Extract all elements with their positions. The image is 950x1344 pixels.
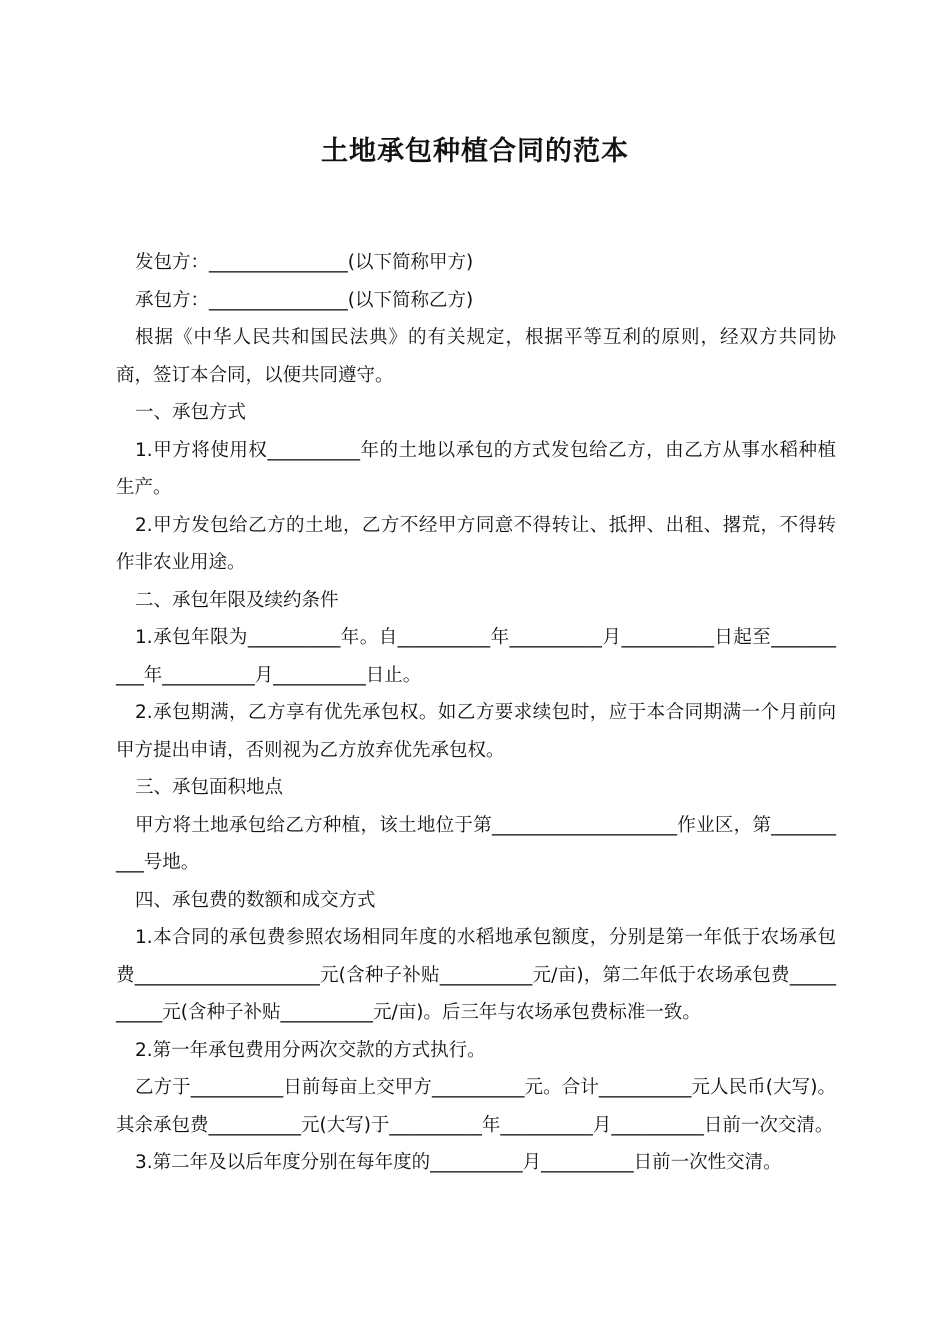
clause-4-1: 1.本合同的承包费参照农场相同年度的水稻地承包额度，分别是第一年低于农场承包费____________________元(含种子补贴__________元/亩)，第二年低于农场承包费__________元(含种子补贴__________元/亩)。后三年与农场承包费标准一致。: [116, 927, 836, 1023]
party-b-line: 承包方：_______________(以下简称乙方): [135, 289, 474, 311]
section-heading-fee: 四、承包费的数额和成交方式: [135, 889, 376, 911]
document-body: [116, 244, 836, 1182]
clause-4-2-detail: 乙方于__________日前每亩上交甲方__________元。合计__________元人民币(大写)。其余承包费__________元(大写)于__________年__________月__________日前一次交清。: [116, 1077, 836, 1136]
section-heading-area-location: 三、承包面积地点: [135, 777, 284, 798]
clause-2-1: 1.承包年限为__________年。自__________年__________月__________日起至__________年__________月__________日止。: [116, 627, 836, 686]
clause-1-2: 2.甲方发包给乙方的土地，乙方不经甲方同意不得转让、抵押、出租、撂荒，不得转作非农业用途。: [116, 514, 836, 573]
section-heading-contract-method: 一、承包方式: [135, 402, 247, 423]
clause-2-2: 2.承包期满，乙方享有优先承包权。如乙方要求续包时，应于本合同期满一个月前向甲方提出申请，否则视为乙方放弃优先承包权。: [116, 702, 836, 761]
clause-3-body: 甲方将土地承包给乙方种植，该土地位于第____________________作业区，第__________号地。: [116, 814, 836, 873]
preamble-paragraph: 根据《中华人民共和国民法典》的有关规定，根据平等互利的原则，经双方共同协商，签订本合同，以便共同遵守。: [116, 327, 836, 386]
document-title: 土地承包种植合同的范本: [321, 136, 629, 167]
clause-1-1: 1.甲方将使用权__________年的土地以承包的方式发包给乙方，由乙方从事水稻种植生产。: [116, 439, 836, 498]
section-heading-term-renewal: 二、承包年限及续约条件: [135, 589, 339, 611]
party-a-line: 发包方：_______________(以下简称甲方): [135, 252, 474, 273]
clause-4-2: 2.第一年承包费用分两次交款的方式执行。: [135, 1039, 486, 1061]
clause-4-3: 3.第二年及以后年度分别在每年度的__________月__________日前一次性交清。: [135, 1152, 782, 1173]
